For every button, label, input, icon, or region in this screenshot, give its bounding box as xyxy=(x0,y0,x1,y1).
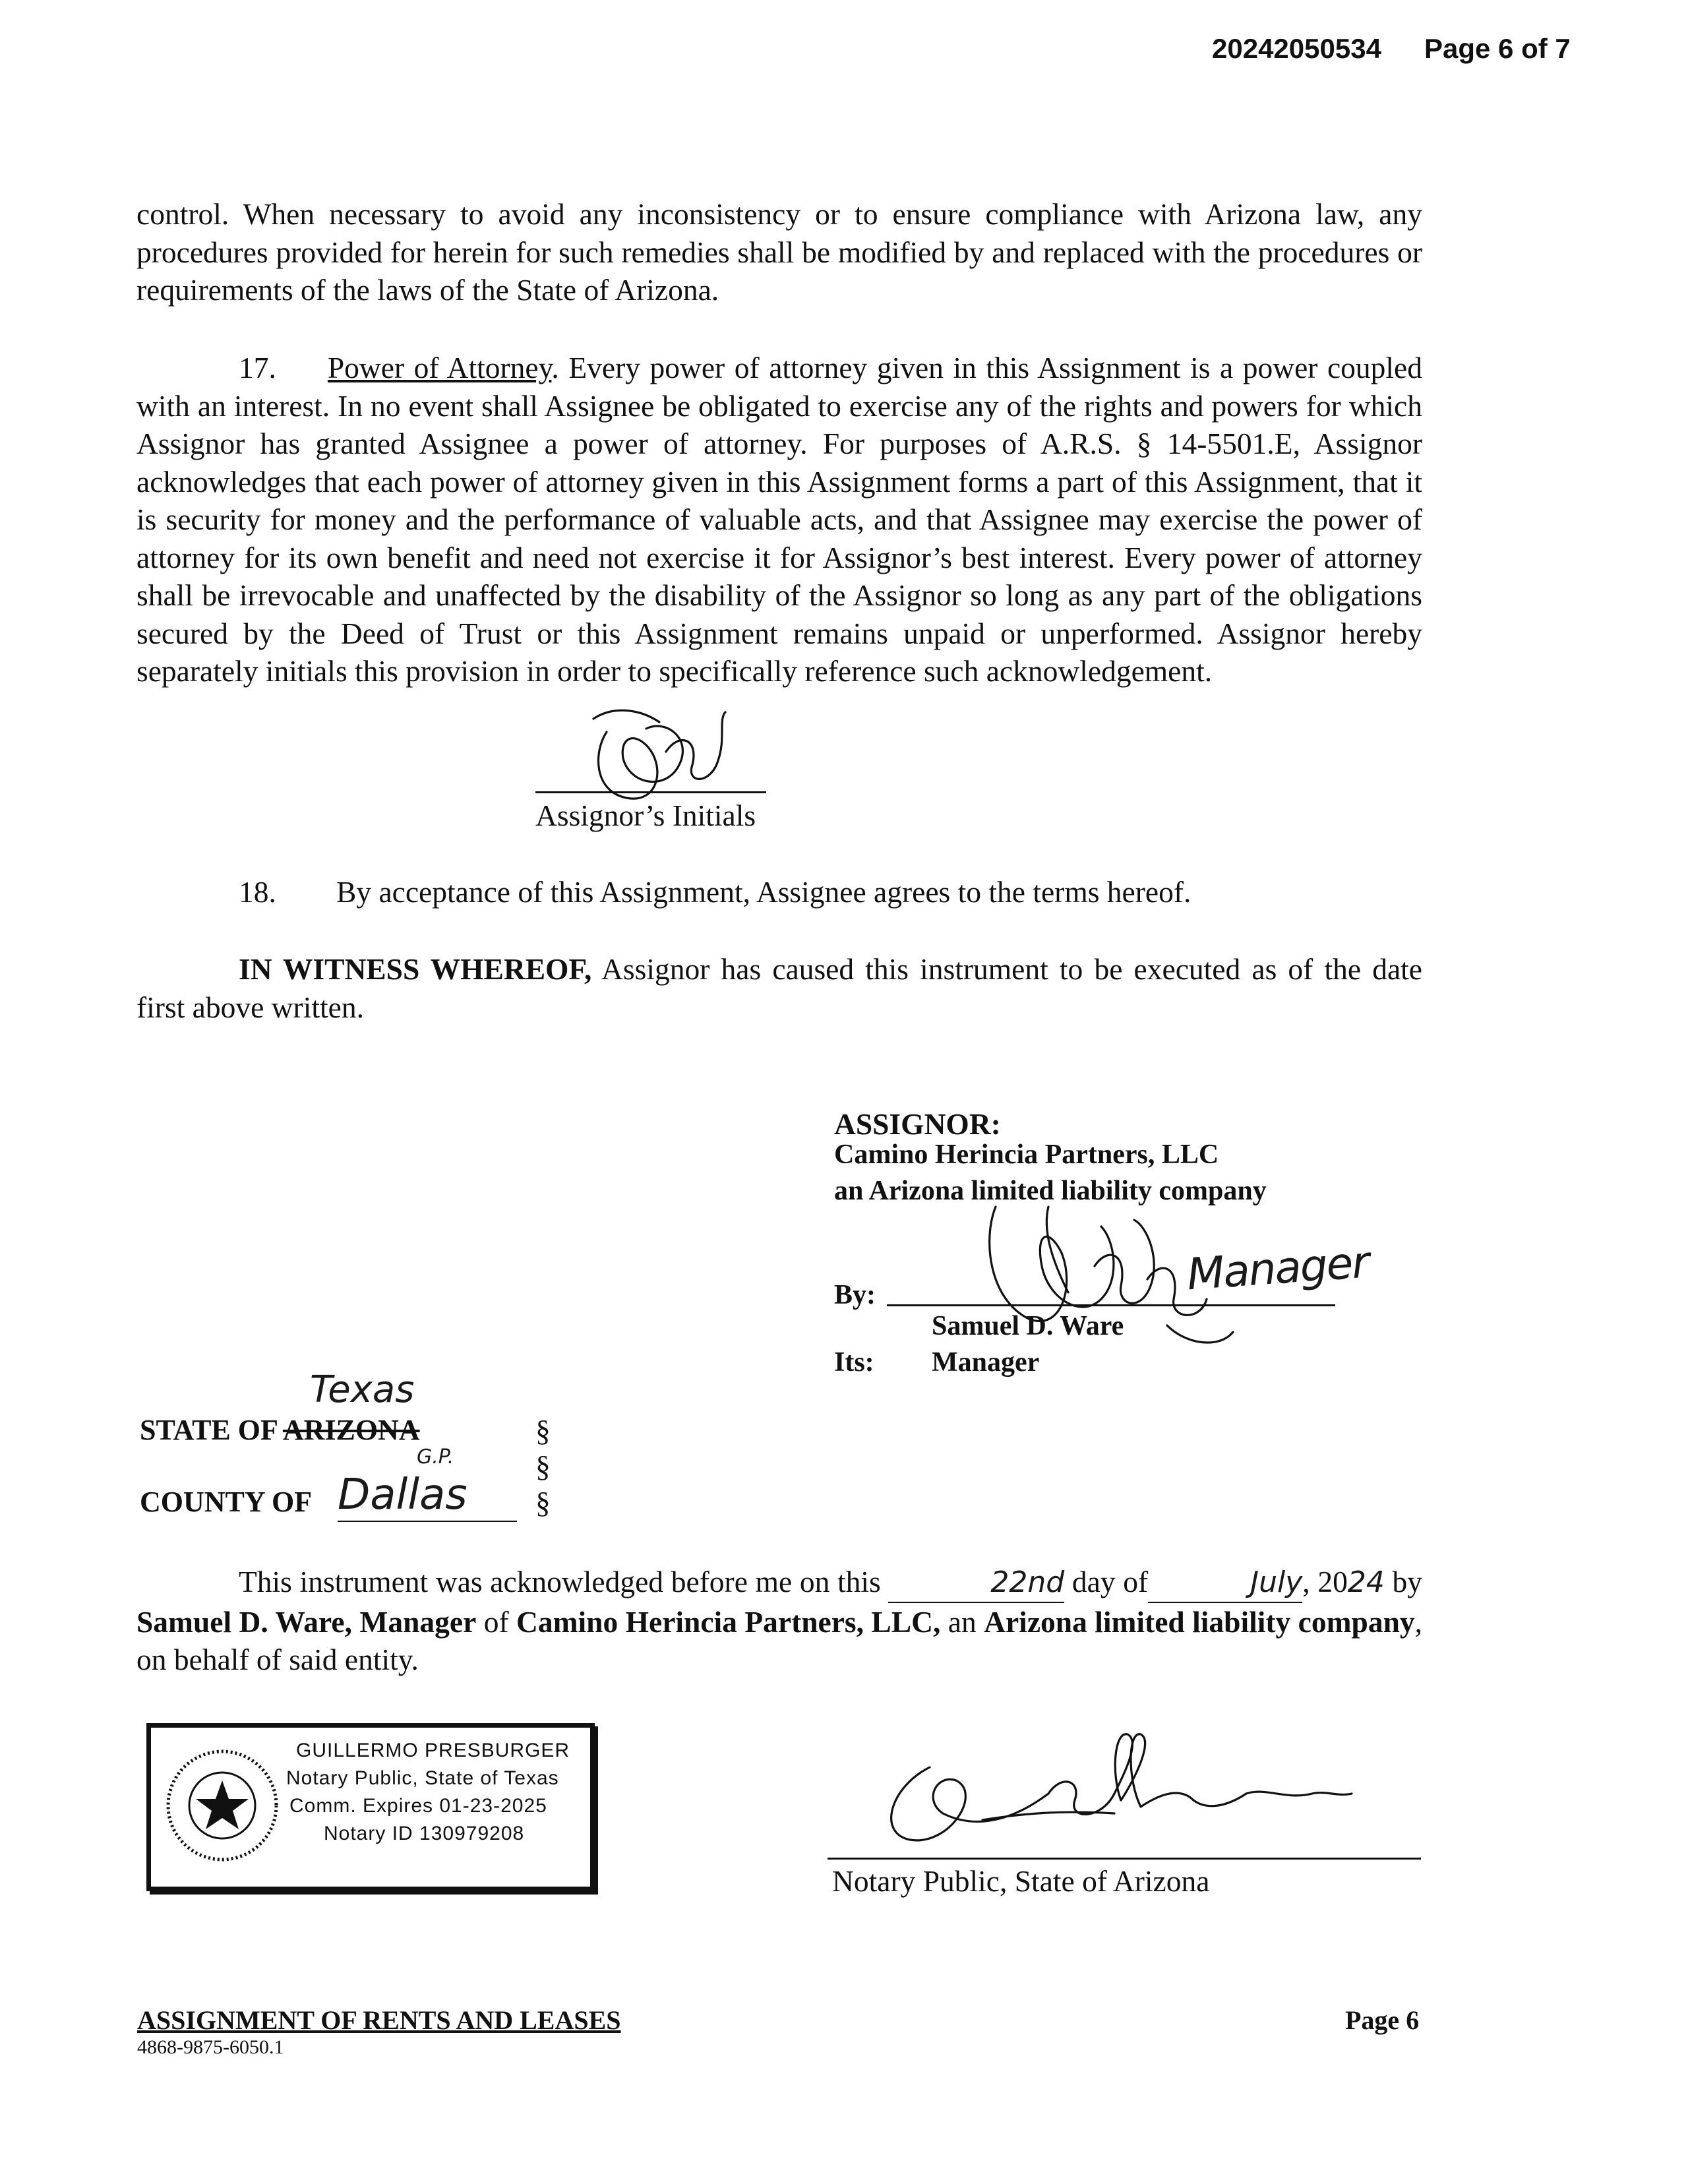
county-label: COUNTY OF xyxy=(140,1486,313,1518)
continuation-paragraph xyxy=(136,195,1422,309)
section-mark-3: § xyxy=(535,1486,551,1519)
notary-signature-label: Notary Public, State of Arizona xyxy=(832,1864,1210,1898)
its-label: Its: xyxy=(834,1347,874,1378)
county-line xyxy=(338,1521,517,1522)
assignor-company-desc: an Arizona limited liability company xyxy=(834,1176,1267,1206)
ack-month: July xyxy=(1148,1563,1302,1603)
section-17-text xyxy=(136,349,1422,690)
continuation-text: control. When necessary to avoid any inconsistency or to ensure compliance with Arizona law, any procedures provided for herein for such remedies shall be modified by and replaced with the procedures or requirements of the laws of the State of Arizona. xyxy=(136,197,1422,307)
assignor-initials-signature xyxy=(567,692,778,811)
ack-part4: by xyxy=(1384,1565,1423,1598)
notary-id: Notary ID 130979208 xyxy=(324,1823,525,1844)
state-label-text: STATE OF xyxy=(140,1414,278,1446)
ack-state-llc: Arizona limited liability company xyxy=(984,1604,1415,1639)
handwritten-state: Texas xyxy=(310,1368,415,1411)
ack-year: 24 xyxy=(1347,1565,1385,1599)
initials-line xyxy=(535,791,766,793)
footer-doc-id: 4868-9875-6050.1 xyxy=(137,2036,284,2058)
witness-body: Assignor has caused this instrument to be executed as of the date first above written. xyxy=(136,952,1422,1024)
assignor-company: Camino Herincia Partners, LLC xyxy=(834,1139,1219,1170)
section-17-body: . Every power of attorney given in this Assignment is a power coupled with an interest. In no event shall Assignee be obligated to exercise any of the rights and powers for which Assignor has granted Assignee a power of attorney. For purposes of A.R.S. § 14-5501.E, Assignor acknowledges that each power of attorney given in this Assignment forms a part of this Assignment, that it is security for money and the performance of valuable acts, and that Assignee may exercise the power of attorney for its own benefit and need not exercise it for Assignor’s best interest. Every power of attorney shall be irrevocable and unaffected by the disability of the Assignor so long as any part of the obligations secured by the Deed of Trust or this Assignment remains unpaid or unperformed. Assignor hereby separately initials this provision in order to specifically reference such acknowledgement. xyxy=(136,351,1423,688)
section-mark-2: § xyxy=(535,1449,551,1483)
section-17 xyxy=(136,349,1422,690)
initials-label: Assignor’s Initials xyxy=(535,799,756,832)
section-17-title: Power of Attorney xyxy=(327,351,552,384)
section-18-text: By acceptance of this Assignment, Assignee agrees to the terms hereof. xyxy=(336,875,1191,909)
ack-of: of xyxy=(476,1604,517,1639)
section-mark-1: § xyxy=(535,1414,551,1447)
footer-title: ASSIGNMENT OF RENTS AND LEASES xyxy=(137,2005,621,2035)
ack-part3: , 20 xyxy=(1302,1565,1348,1598)
state-struck-text: ARIZONA xyxy=(282,1414,420,1446)
ack-part2: day of xyxy=(1071,1565,1149,1598)
signer-title: Manager xyxy=(932,1347,1040,1378)
handwritten-title: Manager xyxy=(1185,1236,1370,1300)
section-18-number: 18. xyxy=(239,875,276,909)
witness-text xyxy=(136,950,1422,1026)
acknowledgment xyxy=(136,1563,1422,1679)
ack-name: Samuel D. Ware, Manager xyxy=(136,1604,477,1639)
acknowledgment-text xyxy=(136,1563,1422,1679)
ack-company: Camino Herincia Partners, LLC, xyxy=(516,1604,941,1639)
ack-an: an xyxy=(940,1604,984,1639)
assignor-heading: ASSIGNOR: xyxy=(834,1107,1001,1141)
notary-name: GUILLERMO PRESBURGER xyxy=(296,1740,570,1761)
ack-part1: This instrument was acknowledged before me on this xyxy=(239,1565,881,1598)
section-17-number: 17. xyxy=(239,351,276,384)
notary-commission-state: Notary Public, State of Texas xyxy=(286,1767,559,1789)
by-label: By: xyxy=(834,1280,876,1310)
signer-name: Samuel D. Ware xyxy=(932,1311,1124,1341)
notary-stamp xyxy=(146,1723,595,1891)
handwritten-county: Dallas xyxy=(338,1471,467,1519)
notary-expiration: Comm. Expires 01-23-2025 xyxy=(289,1795,547,1817)
notary-signature-line xyxy=(828,1858,1421,1860)
notary-seal-icon xyxy=(163,1746,282,1865)
witness-lead: IN WITNESS WHEREOF, xyxy=(239,952,592,986)
state-label xyxy=(140,1413,420,1447)
handwritten-initials: G.P. xyxy=(417,1445,454,1469)
page-indicator: Page 6 of 7 xyxy=(1424,33,1571,64)
ack-day: 22nd xyxy=(888,1563,1064,1603)
witness-clause xyxy=(136,950,1422,1026)
footer-page: Page 6 xyxy=(1345,2005,1420,2035)
document-number: 20242050534 xyxy=(1212,33,1381,64)
notary-signature xyxy=(851,1714,1365,1866)
ack-tail: , on behalf of said entity. xyxy=(136,1604,1423,1676)
